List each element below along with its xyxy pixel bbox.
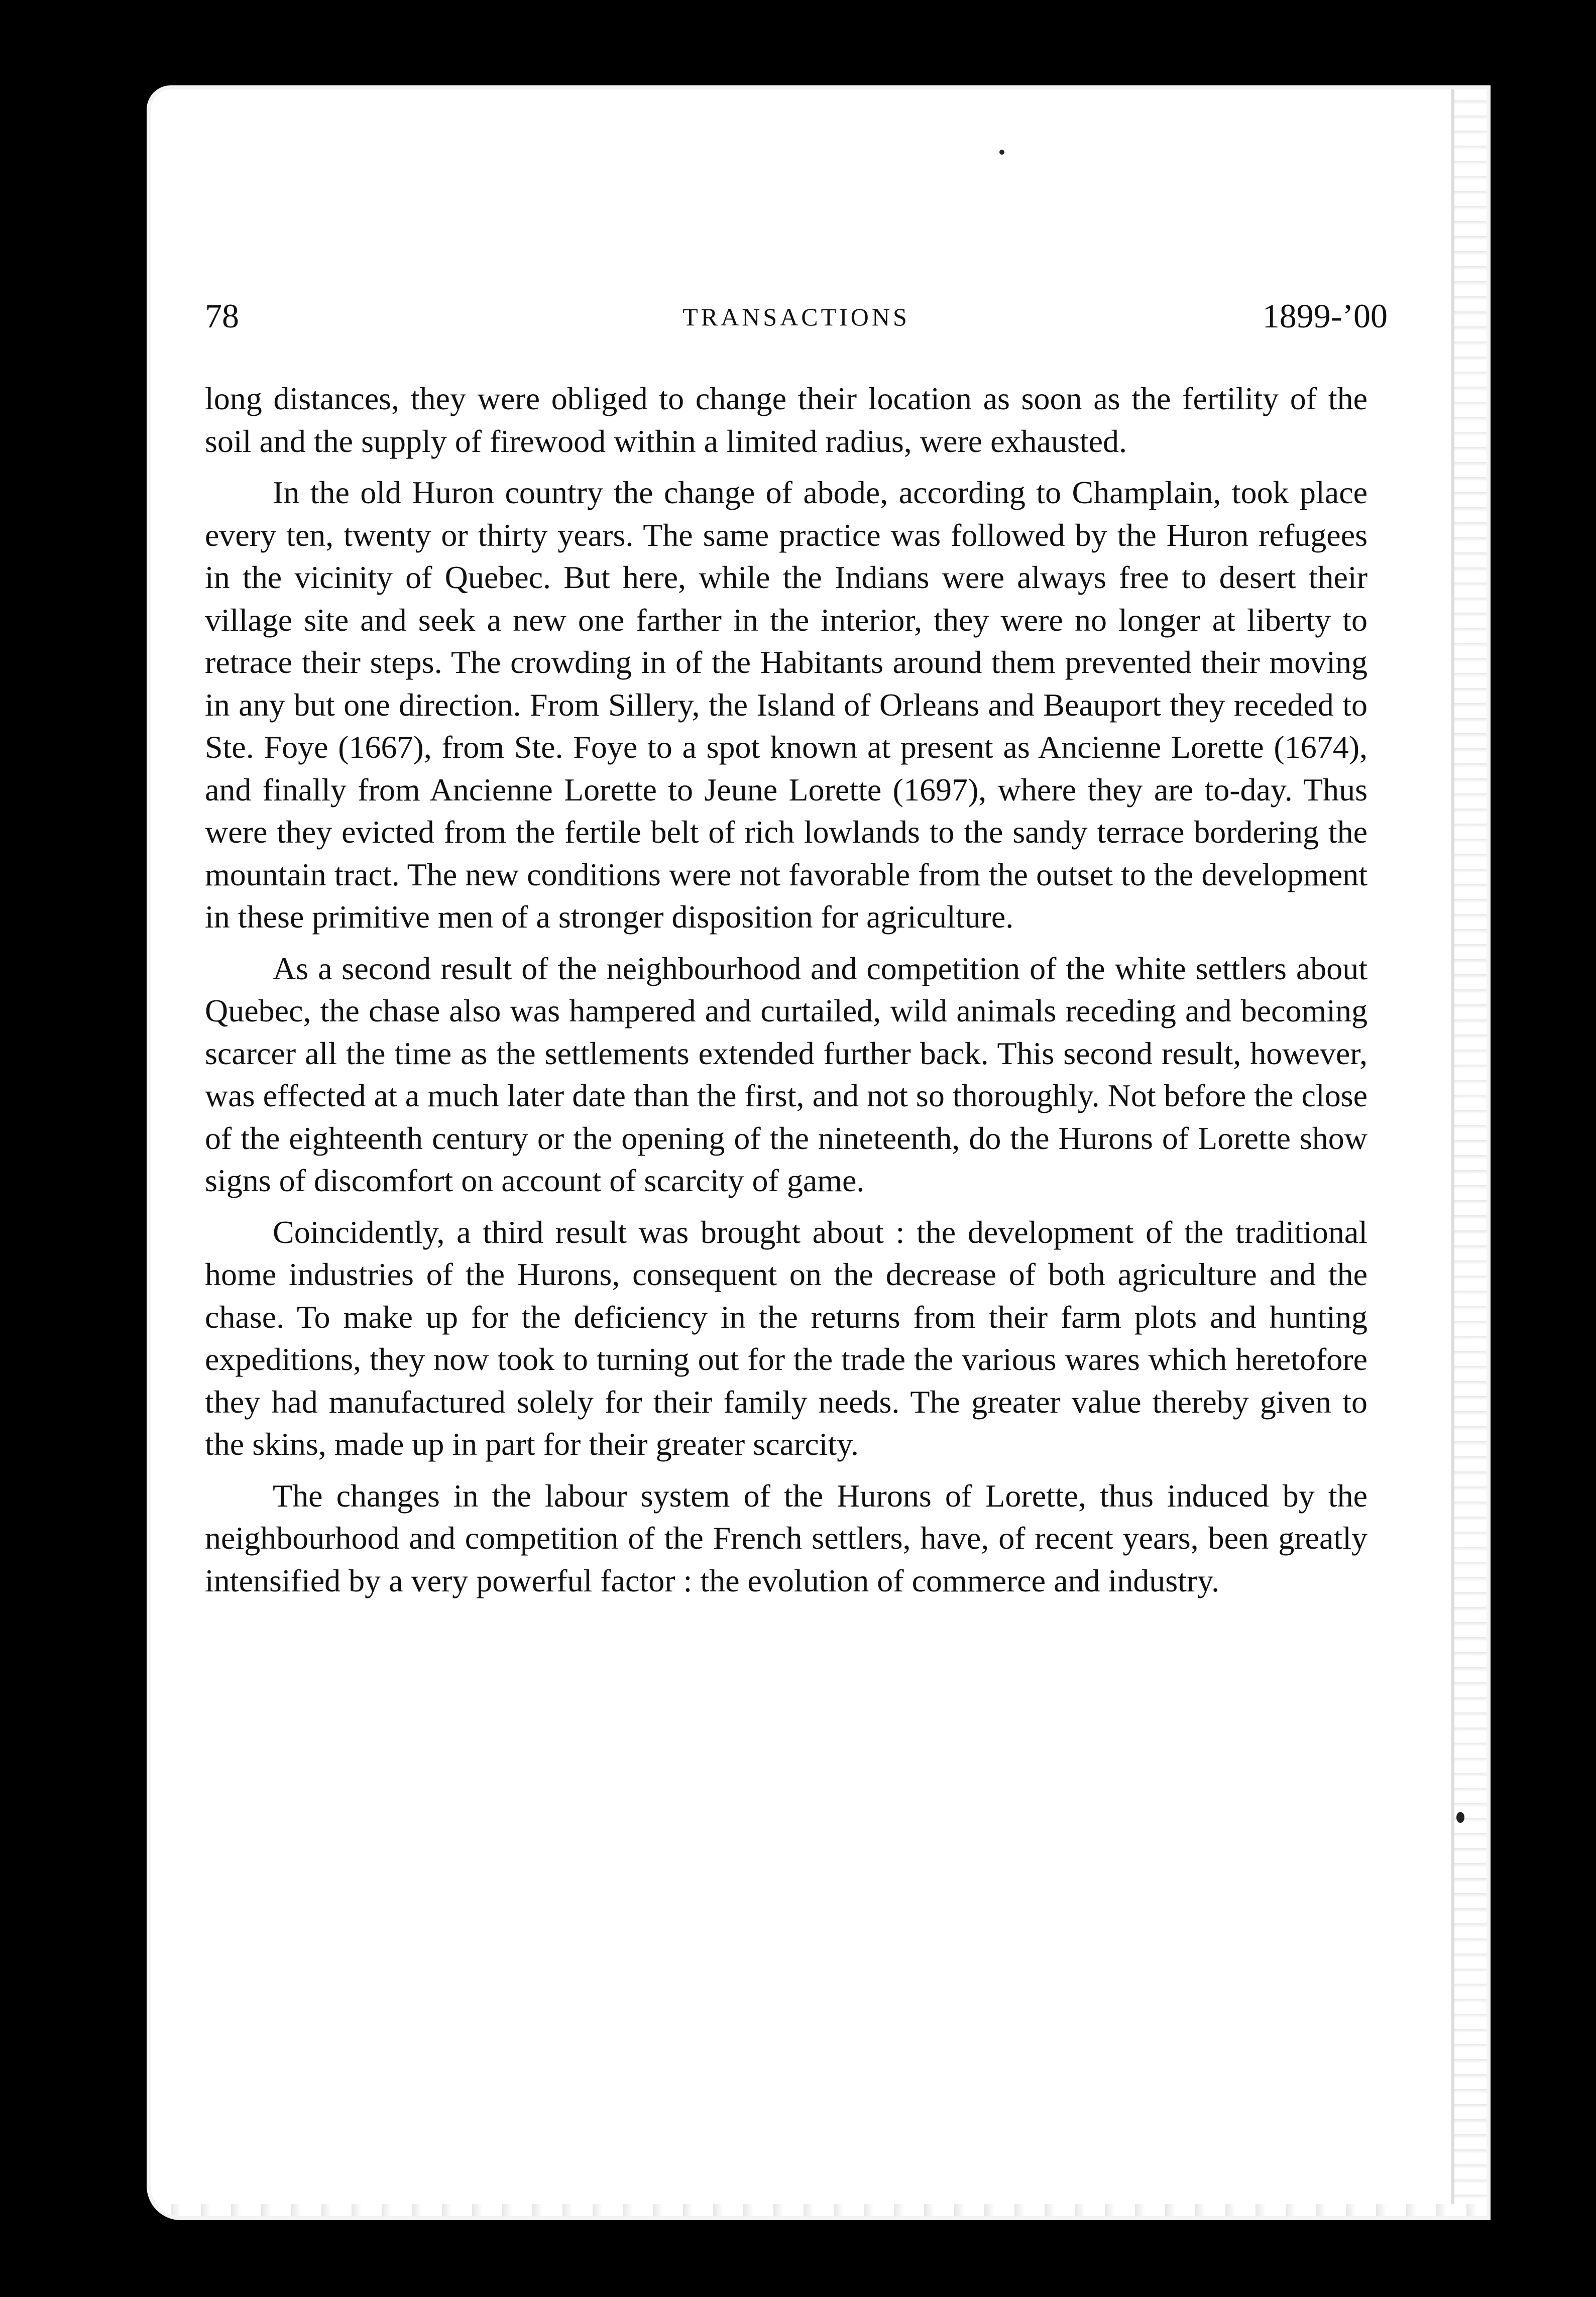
paragraph: As a second result of the neighbourhood and competition of the white settlers about Quebec, the chase also was hampered and curtailed, wild animals receding and becoming scarcer all the time as the settlements extended further back. This second result, however, was effected at a much later date than the first, and not so thoroughly. Not before the close of the eighteenth century or the opening of the nineteenth, do the Hurons of Lorette show signs of discomfort on account of scarcity of game. bbox=[205, 950, 1367, 1198]
page-bottom-edge bbox=[151, 2204, 1487, 2216]
paragraph: The changes in the labour system of the Hurons of Lorette, thus induced by the neighbourhood and competition of the French settlers, have, of recent years, been greatly intensified by a very powerful factor : the evolution of commerce and industry. bbox=[205, 1477, 1367, 1598]
running-title: TRANSACTIONS bbox=[682, 303, 910, 331]
ink-speck bbox=[1456, 1812, 1464, 1823]
running-head bbox=[205, 296, 1388, 347]
ink-speck bbox=[999, 150, 1004, 155]
paragraph: long distances, they were obliged to change their location as soon as the fertility of the soil and the supply of firewood within a limited radius, were exhausted. bbox=[205, 381, 1367, 459]
paragraph: In the old Huron country the change of abode, according to Champlain, took place every ten, twenty or thirty years. The same practice was followed by the Huron refugees in the vicinity of Quebec. But here, while the Indians were always free to desert their village site and seek a new one farther in the interior, they were no longer at liberty to retrace their steps. The crowding in of the Habitants around them prevented their moving in any but one direction. From Sillery, the Island of Orleans and Beauport they receded to Ste. Foye (1667), from Ste. Foye to a spot known at present as Ancienne Lorette (1674), and finally from Ancienne Lorette to Jeune Lorette (1697), where they are to-day. Thus were they evicted from the fertile belt of rich lowlands to the sandy terrace bordering the mountain tract. The new conditions were not favorable from the outset to the development in these primitive men of a stronger disposition for agriculture. bbox=[205, 475, 1367, 935]
volume-years: 1899-’00 bbox=[1262, 297, 1388, 335]
page-right-edge bbox=[1451, 89, 1487, 2216]
page-number: 78 bbox=[205, 297, 239, 335]
paragraph: Coincidently, a third result was brought about : the development of the traditional home industries of the Hurons, consequent on the decrease of both agriculture and the chase. To make up for the deficiency in the returns from their farm plots and hunting expeditions, they now took to turning out for the trade the various wares which heretofore they had manufactured solely for their family needs. The greater value thereby given to the skins, made up in part for their greater scarcity. bbox=[205, 1214, 1367, 1462]
body-text bbox=[205, 378, 1367, 1611]
